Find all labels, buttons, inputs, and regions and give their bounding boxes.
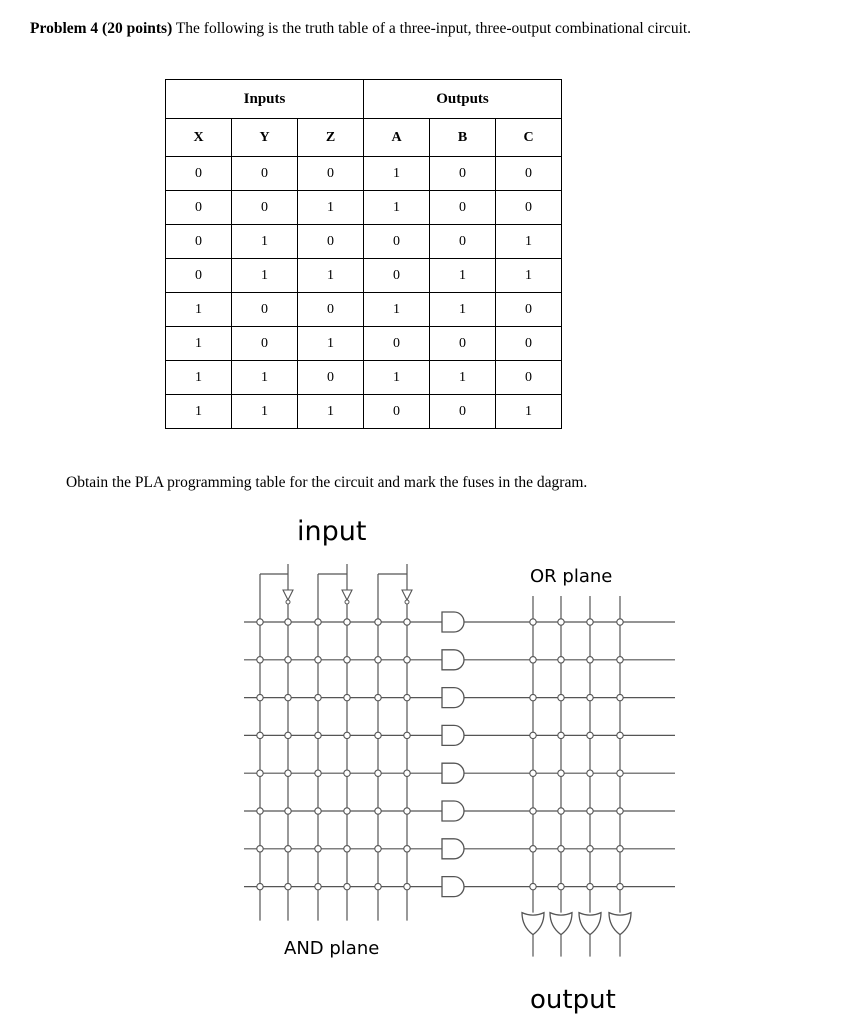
pla-diagram [0, 500, 844, 1018]
table-cell: 0 [430, 191, 496, 225]
and-fuse [375, 732, 381, 738]
or-fuse [558, 770, 564, 776]
table-cell: 0 [232, 327, 298, 361]
table-cell: 0 [298, 293, 364, 327]
and-fuse [375, 694, 381, 700]
table-cell: 0 [364, 395, 430, 429]
and-fuse [404, 619, 410, 625]
or-fuse [617, 846, 623, 852]
table-cell: 0 [298, 157, 364, 191]
table-cell: 0 [430, 225, 496, 259]
table-row [166, 293, 562, 327]
inverter-bubble [345, 600, 349, 604]
and-plane-label: AND plane [284, 938, 380, 959]
table-cell: 1 [166, 361, 232, 395]
or-fuse [617, 657, 623, 663]
and-fuse [375, 808, 381, 814]
or-fuse [587, 619, 593, 625]
and-fuse [257, 808, 263, 814]
and-fuse [404, 770, 410, 776]
and-fuse [344, 883, 350, 889]
problem-text: The following is the truth table of a three-input, three-output combinational circuit. [172, 20, 692, 37]
and-fuse [404, 694, 410, 700]
and-fuse [315, 883, 321, 889]
table-cell: 0 [496, 361, 562, 395]
column-header: Y [232, 119, 298, 157]
and-gate [442, 650, 464, 670]
or-fuse [530, 883, 536, 889]
table-row [166, 225, 562, 259]
and-fuse [344, 846, 350, 852]
table-cell: 1 [364, 191, 430, 225]
or-fuse [617, 883, 623, 889]
truth-table-group-header-row [166, 80, 562, 119]
or-fuse [617, 732, 623, 738]
and-fuse [375, 619, 381, 625]
or-fuse [558, 619, 564, 625]
outputs-group-header: Outputs [364, 80, 562, 119]
table-cell: 0 [430, 327, 496, 361]
and-fuse [285, 694, 291, 700]
and-gate [442, 763, 464, 783]
table-cell: 0 [166, 259, 232, 293]
instruction-text: Obtain the PLA programming table for the circuit and mark the fuses in the dagram. [66, 474, 588, 491]
and-fuse [404, 846, 410, 852]
column-header: X [166, 119, 232, 157]
inputs-group-header: Inputs [166, 80, 364, 119]
or-gate [609, 913, 631, 935]
table-cell: 0 [298, 361, 364, 395]
or-fuse [617, 770, 623, 776]
and-fuse [257, 770, 263, 776]
or-plane-label: OR plane [530, 566, 613, 587]
table-cell: 1 [364, 157, 430, 191]
problem-heading: Problem 4 (20 points) [30, 20, 173, 37]
table-cell: 1 [166, 395, 232, 429]
table-cell: 0 [496, 191, 562, 225]
table-cell: 1 [298, 327, 364, 361]
or-fuse [558, 657, 564, 663]
inverter-triangle [402, 590, 412, 600]
and-fuse [315, 694, 321, 700]
and-gate [442, 725, 464, 745]
table-cell: 1 [166, 327, 232, 361]
and-fuse [285, 732, 291, 738]
or-fuse [587, 808, 593, 814]
column-header: Z [298, 119, 364, 157]
table-cell: 0 [430, 157, 496, 191]
or-fuse [530, 694, 536, 700]
column-header: B [430, 119, 496, 157]
and-fuse [315, 808, 321, 814]
and-fuse [285, 657, 291, 663]
table-cell: 1 [232, 361, 298, 395]
table-cell: 1 [430, 293, 496, 327]
or-fuse [587, 732, 593, 738]
or-fuse [530, 808, 536, 814]
and-fuse [285, 619, 291, 625]
table-cell: 1 [298, 259, 364, 293]
table-cell: 1 [364, 361, 430, 395]
truth-table [165, 79, 562, 429]
and-gate [442, 877, 464, 897]
or-fuse [617, 808, 623, 814]
and-fuse [257, 657, 263, 663]
and-fuse [315, 657, 321, 663]
and-fuse [375, 846, 381, 852]
problem-statement [30, 19, 830, 39]
table-cell: 0 [232, 293, 298, 327]
or-fuse [558, 846, 564, 852]
and-fuse [257, 732, 263, 738]
table-cell: 1 [364, 293, 430, 327]
and-fuse [285, 883, 291, 889]
or-fuse [558, 694, 564, 700]
or-fuse [587, 694, 593, 700]
and-fuse [257, 619, 263, 625]
and-gate [442, 839, 464, 859]
or-fuse [587, 770, 593, 776]
inverter-triangle [283, 590, 293, 600]
table-row [166, 327, 562, 361]
table-cell: 0 [298, 225, 364, 259]
and-fuse [344, 619, 350, 625]
or-fuse [530, 657, 536, 663]
column-header: C [496, 119, 562, 157]
table-cell: 0 [232, 191, 298, 225]
or-gate [522, 913, 544, 935]
table-cell: 1 [166, 293, 232, 327]
column-header: A [364, 119, 430, 157]
and-fuse [375, 883, 381, 889]
table-cell: 1 [298, 395, 364, 429]
truth-table-body [166, 157, 562, 429]
table-cell: 0 [166, 225, 232, 259]
and-fuse [315, 732, 321, 738]
table-cell: 0 [496, 327, 562, 361]
table-cell: 1 [232, 225, 298, 259]
and-fuse [315, 770, 321, 776]
and-fuse [404, 808, 410, 814]
table-cell: 1 [232, 395, 298, 429]
and-fuse [257, 846, 263, 852]
table-cell: 0 [496, 157, 562, 191]
or-fuse [558, 883, 564, 889]
and-gate [442, 801, 464, 821]
and-fuse [344, 657, 350, 663]
and-fuse [285, 808, 291, 814]
or-fuse [617, 694, 623, 700]
table-row [166, 395, 562, 429]
or-fuse [587, 657, 593, 663]
and-fuse [257, 694, 263, 700]
and-fuse [404, 883, 410, 889]
table-cell: 0 [496, 293, 562, 327]
table-cell: 0 [364, 225, 430, 259]
table-cell: 0 [364, 327, 430, 361]
table-cell: 1 [496, 225, 562, 259]
and-gate [442, 688, 464, 708]
or-fuse [530, 770, 536, 776]
or-fuse [530, 846, 536, 852]
table-cell: 0 [166, 157, 232, 191]
and-fuse [344, 694, 350, 700]
or-fuse [530, 732, 536, 738]
or-fuse [530, 619, 536, 625]
and-fuse [404, 657, 410, 663]
and-fuse [375, 770, 381, 776]
or-fuse [558, 808, 564, 814]
table-cell: 1 [298, 191, 364, 225]
truth-table-column-header-row [166, 119, 562, 157]
table-row [166, 259, 562, 293]
inverter-bubble [286, 600, 290, 604]
and-fuse [344, 732, 350, 738]
table-cell: 0 [166, 191, 232, 225]
and-fuse [404, 732, 410, 738]
and-fuse [375, 657, 381, 663]
and-fuse [344, 770, 350, 776]
table-cell: 1 [430, 361, 496, 395]
table-cell: 1 [430, 259, 496, 293]
or-gate [550, 913, 572, 935]
and-fuse [285, 770, 291, 776]
table-row [166, 361, 562, 395]
table-row [166, 191, 562, 225]
or-gate [579, 913, 601, 935]
inverter-triangle [342, 590, 352, 600]
or-fuse [587, 883, 593, 889]
or-fuse [617, 619, 623, 625]
and-fuse [344, 808, 350, 814]
table-cell: 1 [496, 395, 562, 429]
and-fuse [257, 883, 263, 889]
or-fuse [587, 846, 593, 852]
and-gate [442, 612, 464, 632]
pla-gates [283, 590, 631, 935]
and-fuse [315, 846, 321, 852]
table-row [166, 157, 562, 191]
or-fuse [558, 732, 564, 738]
inverter-bubble [405, 600, 409, 604]
table-cell: 1 [232, 259, 298, 293]
table-cell: 0 [364, 259, 430, 293]
table-cell: 1 [496, 259, 562, 293]
and-fuse [315, 619, 321, 625]
table-cell: 0 [232, 157, 298, 191]
input-label: input [297, 516, 367, 547]
and-fuse [285, 846, 291, 852]
output-label: output [530, 985, 616, 1015]
table-cell: 0 [430, 395, 496, 429]
